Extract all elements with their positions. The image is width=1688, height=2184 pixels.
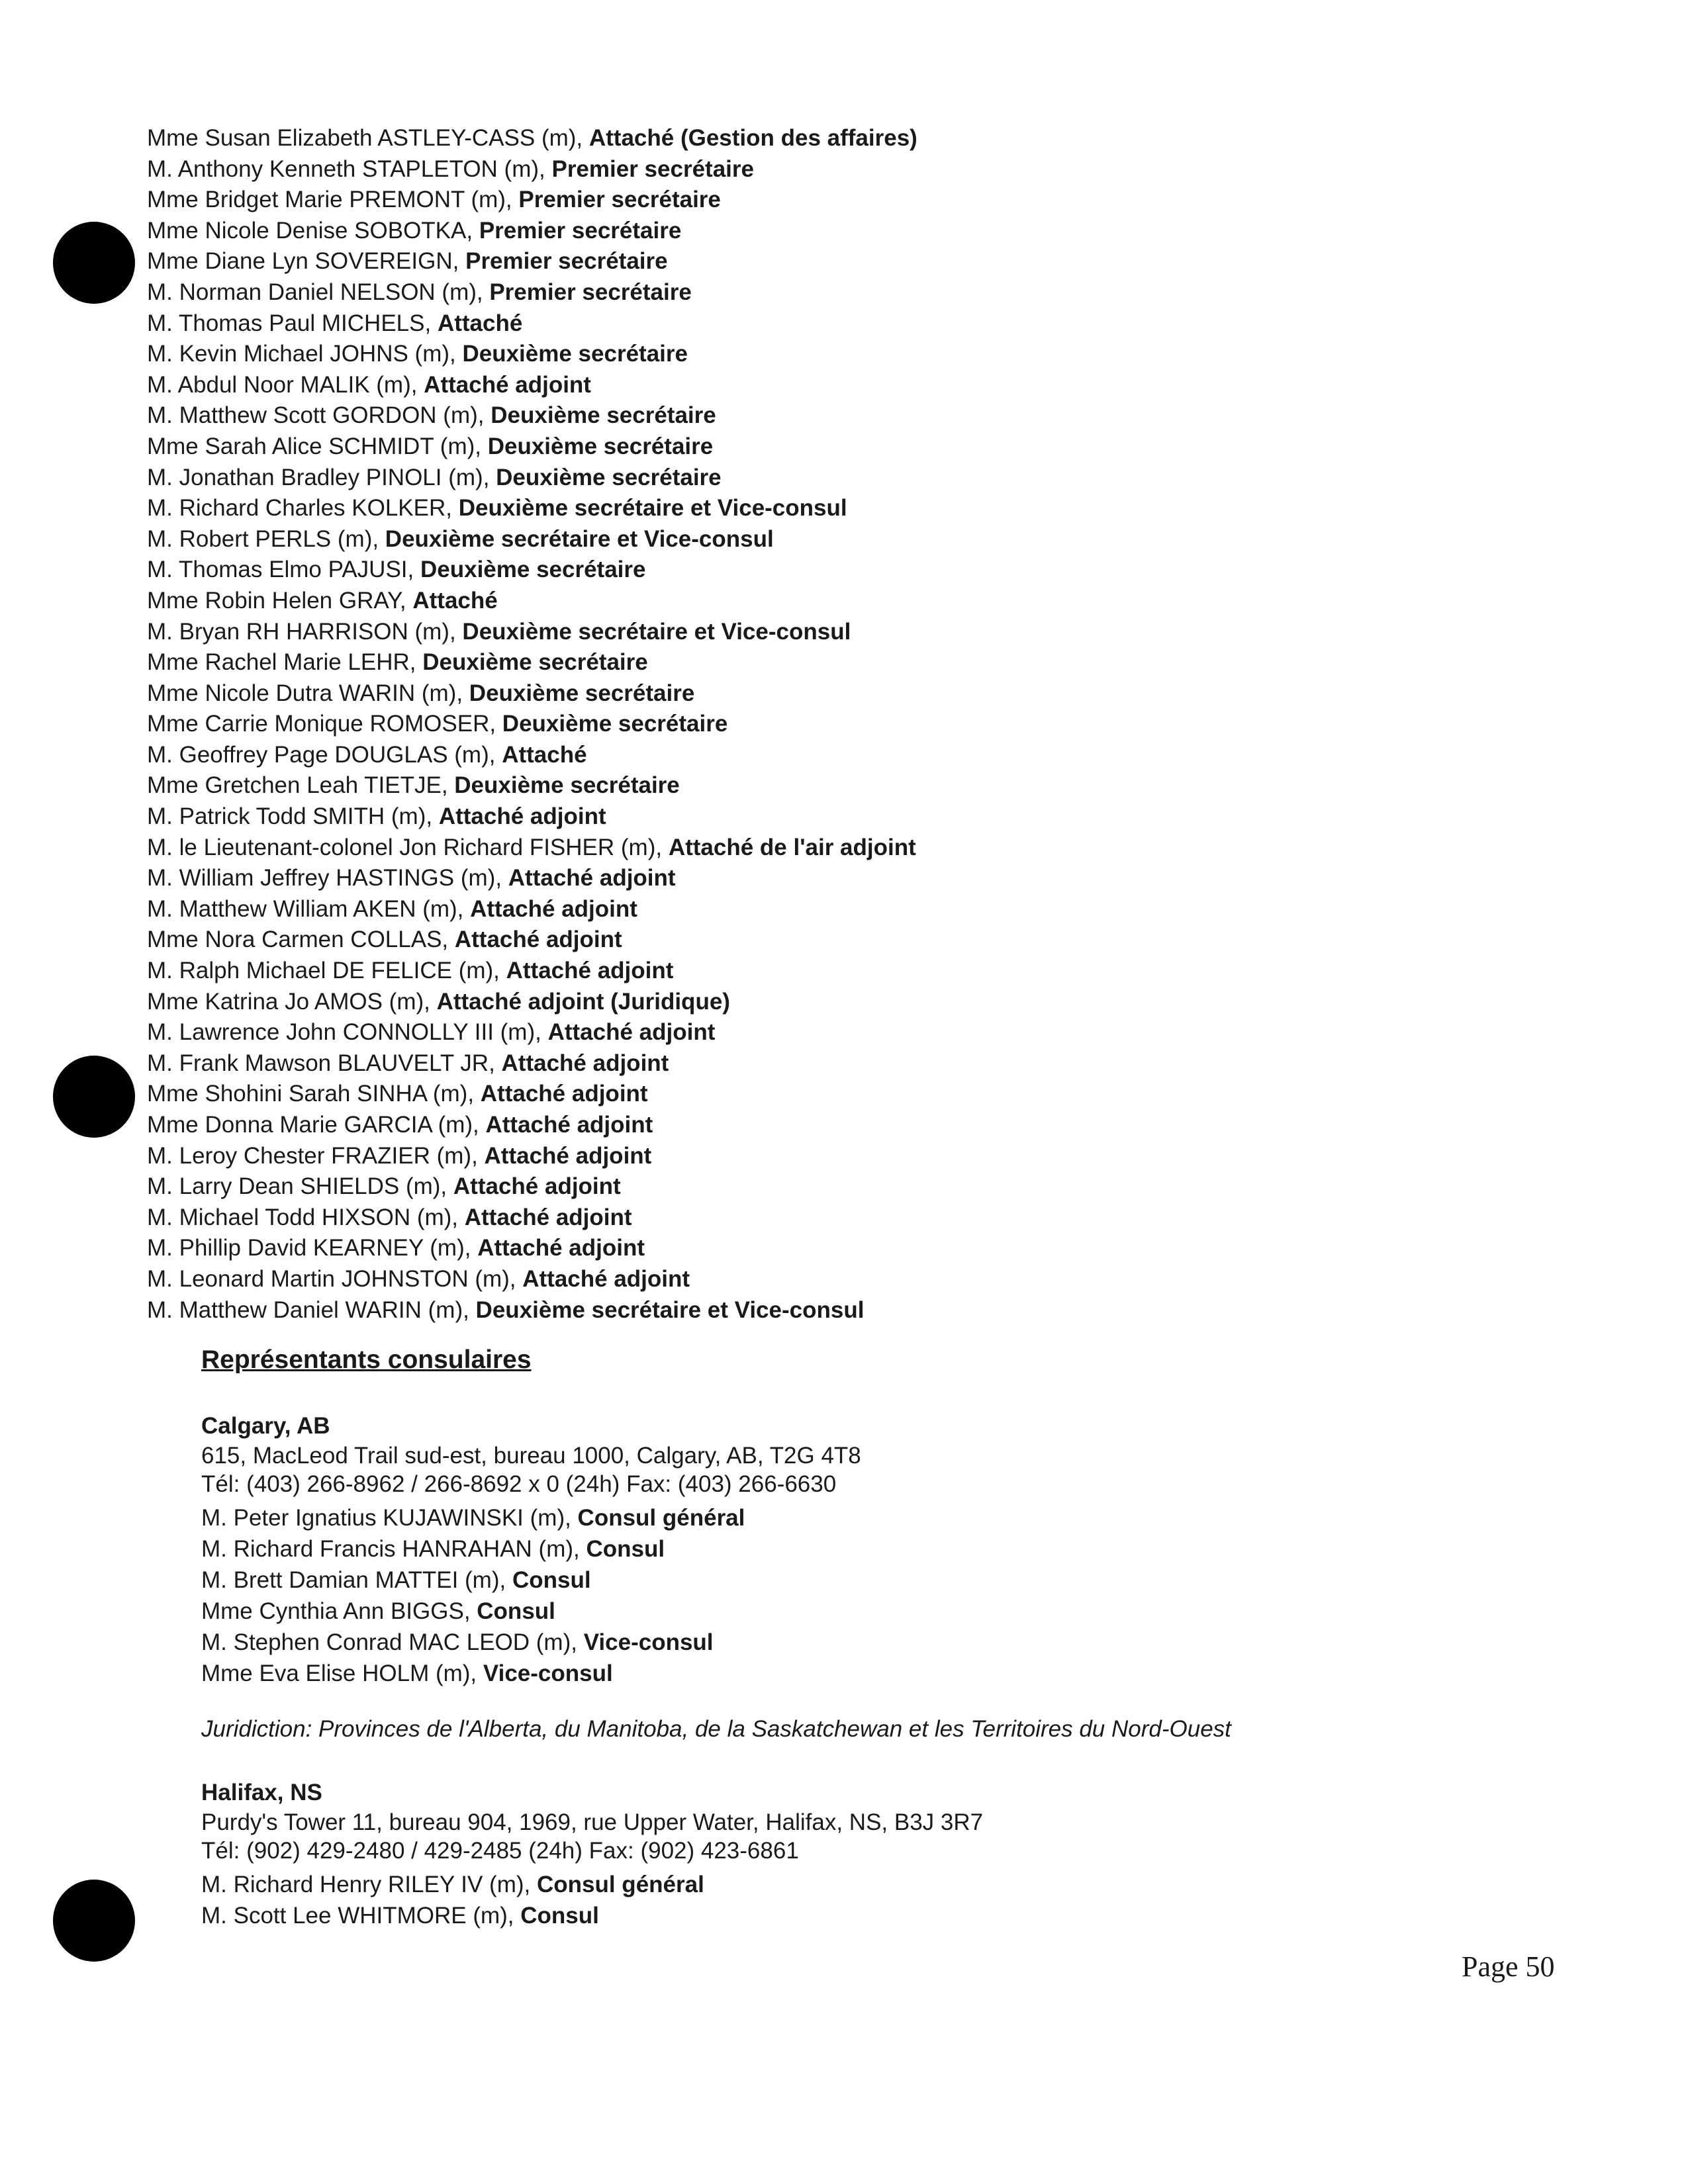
staff-title: Premier secrétaire [479, 217, 682, 244]
staff-title: Attaché adjoint [480, 1081, 648, 1107]
staff-row [147, 246, 1471, 277]
staff-row [147, 370, 1471, 401]
staff-title: Attaché adjoint [508, 865, 676, 891]
staff-row [147, 1079, 1471, 1110]
staff-row [147, 863, 1471, 894]
post-staff-list [201, 1502, 1525, 1689]
staff-title: Deuxième secrétaire et Vice-consul [462, 618, 851, 645]
staff-title: Deuxième secrétaire et Vice-consul [385, 525, 774, 552]
staff-row [147, 987, 1471, 1018]
staff-row [147, 647, 1471, 678]
staff-name: Mme Rachel Marie LEHR, [147, 649, 423, 676]
staff-row [147, 216, 1471, 247]
staff-name: M. Leroy Chester FRAZIER (m), [147, 1142, 485, 1169]
staff-row [147, 586, 1471, 617]
staff-title: Attaché [502, 741, 587, 768]
post-jurisdiction: Juridiction: Provinces de l'Alberta, du Manitoba, de la Saskatchewan et les Territoires du Nord-Ouest [201, 1716, 1231, 1742]
consulate-halifax [201, 1778, 1525, 1931]
staff-name: M. Thomas Paul MICHELS, [147, 310, 438, 336]
staff-name: M. Kevin Michael JOHNS (m), [147, 341, 463, 367]
staff-title: Consul [512, 1567, 591, 1593]
staff-name: M. Richard Henry RILEY IV (m), [201, 1872, 537, 1897]
staff-row [147, 154, 1471, 185]
staff-title: Attaché [412, 587, 498, 614]
staff-row [147, 339, 1471, 370]
staff-name: M. Norman Daniel NELSON (m), [147, 279, 490, 305]
staff-row [147, 400, 1471, 432]
post-staff-list [201, 1869, 1525, 1931]
page-number: Page 50 [1462, 1950, 1555, 1983]
staff-name: Mme Katrina Jo AMOS (m), [147, 988, 437, 1015]
section-heading: Représentants consulaires [201, 1345, 532, 1374]
staff-row [147, 678, 1471, 709]
staff-name: M. Brett Damian MATTEI (m), [201, 1567, 512, 1593]
staff-title: Vice-consul [583, 1629, 714, 1655]
staff-title: Consul général [536, 1872, 704, 1897]
staff-name: M. William Jeffrey HASTINGS (m), [147, 865, 508, 891]
staff-title: Deuxième secrétaire [496, 464, 722, 490]
post-city: Halifax, NS [201, 1780, 322, 1805]
staff-list [147, 123, 1471, 1326]
staff-title: Attaché adjoint [424, 371, 591, 398]
staff-title: Deuxième secrétaire [491, 402, 716, 429]
staff-name: Mme Eva Elise HOLM (m), [201, 1661, 483, 1686]
staff-row [147, 1048, 1471, 1079]
staff-row [147, 1233, 1471, 1264]
staff-title: Premier secrétaire [465, 248, 668, 275]
staff-name: Mme Gretchen Leah TIETJE, [147, 772, 455, 799]
staff-row [201, 1658, 1525, 1689]
staff-name: Mme Nicole Denise SOBOTKA, [147, 217, 479, 244]
staff-title: Premier secrétaire [489, 279, 692, 305]
staff-row [147, 1110, 1471, 1141]
staff-name: Mme Cynthia Ann BIGGS, [201, 1598, 477, 1624]
staff-title: Premier secrétaire [551, 156, 754, 182]
staff-row [147, 1203, 1471, 1234]
staff-title: Attaché adjoint (Juridique) [436, 988, 730, 1015]
staff-row [147, 925, 1471, 956]
staff-row [201, 1627, 1525, 1658]
staff-title: Attaché adjoint [454, 927, 622, 953]
staff-row [147, 1295, 1471, 1326]
staff-title: Deuxième secrétaire [422, 649, 648, 676]
staff-name: Mme Carrie Monique ROMOSER, [147, 711, 502, 737]
staff-row [147, 277, 1471, 308]
post-address: 615, MacLeod Trail sud-est, bureau 1000, Calgary, AB, T2G 4T8 [201, 1443, 861, 1469]
post-phone: Tél: (902) 429-2480 / 429-2485 (24h) Fax: (902) 423-6861 [201, 1838, 799, 1864]
binder-hole [53, 1880, 135, 1962]
staff-name: M. Matthew Daniel WARIN (m), [147, 1297, 476, 1323]
staff-row [147, 463, 1471, 494]
post-phone: Tél: (403) 266-8962 / 266-8692 x 0 (24h) Fax: (403) 266-6630 [201, 1471, 837, 1497]
staff-name: Mme Donna Marie GARCIA (m), [147, 1112, 486, 1138]
staff-title: Vice-consul [483, 1661, 613, 1686]
staff-row [147, 185, 1471, 216]
staff-row [201, 1869, 1525, 1900]
staff-name: M. Matthew Scott GORDON (m), [147, 402, 491, 429]
staff-row [147, 740, 1471, 771]
staff-name: M. Scott Lee WHITMORE (m), [201, 1903, 521, 1929]
staff-name: M. Stephen Conrad MAC LEOD (m), [201, 1629, 584, 1655]
staff-row [201, 1533, 1525, 1565]
staff-row [201, 1900, 1525, 1931]
staff-title: Attaché [437, 310, 523, 336]
staff-row [201, 1565, 1525, 1596]
staff-name: M. Leonard Martin JOHNSTON (m), [147, 1265, 523, 1292]
staff-name: M. Matthew William AKEN (m), [147, 895, 471, 922]
staff-name: M. Patrick Todd SMITH (m), [147, 803, 439, 830]
staff-title: Deuxième secrétaire [502, 711, 728, 737]
staff-name: M. Larry Dean SHIELDS (m), [147, 1173, 453, 1200]
staff-title: Deuxième secrétaire et Vice-consul [458, 495, 847, 522]
consulate-calgary [201, 1411, 1525, 1745]
staff-row [147, 770, 1471, 801]
staff-name: M. Michael Todd HIXSON (m), [147, 1204, 465, 1230]
staff-title: Attaché adjoint [501, 1050, 669, 1076]
staff-title: Premier secrétaire [518, 187, 721, 213]
staff-title: Attaché adjoint [506, 958, 674, 984]
staff-name: M. Bryan RH HARRISON (m), [147, 618, 463, 645]
staff-name: Mme Robin Helen GRAY, [147, 587, 413, 614]
staff-title: Consul général [577, 1505, 745, 1531]
staff-name: Mme Nicole Dutra WARIN (m), [147, 680, 469, 706]
staff-name: M. Robert PERLS (m), [147, 525, 385, 552]
staff-title: Attaché adjoint [438, 803, 606, 830]
staff-name: M. Geoffrey Page DOUGLAS (m), [147, 741, 502, 768]
staff-title: Deuxième secrétaire [469, 680, 695, 706]
post-city: Calgary, AB [201, 1413, 330, 1439]
staff-title: Attaché (Gestion des affaires) [588, 125, 917, 151]
binder-hole [53, 1056, 135, 1138]
staff-name: M. Abdul Noor MALIK (m), [147, 371, 424, 398]
staff-name: M. Ralph Michael DE FELICE (m), [147, 958, 506, 984]
staff-name: M. Jonathan Bradley PINOLI (m), [147, 464, 496, 490]
staff-name: M. Lawrence John CONNOLLY III (m), [147, 1019, 548, 1046]
staff-title: Deuxième secrétaire et Vice-consul [475, 1297, 865, 1323]
staff-row [201, 1596, 1525, 1627]
binder-hole [53, 222, 135, 304]
staff-name: M. Anthony Kenneth STAPLETON (m), [147, 156, 552, 182]
staff-name: Mme Nora Carmen COLLAS, [147, 927, 455, 953]
staff-name: Mme Shohini Sarah SINHA (m), [147, 1081, 481, 1107]
staff-name: M. Richard Francis HANRAHAN (m), [201, 1536, 586, 1562]
staff-row [147, 801, 1471, 833]
staff-title: Consul [520, 1903, 599, 1929]
staff-title: Attaché adjoint [464, 1204, 632, 1230]
staff-row [147, 493, 1471, 524]
post-address: Purdy's Tower 11, bureau 904, 1969, rue Upper Water, Halifax, NS, B3J 3R7 [201, 1809, 984, 1835]
staff-row [147, 894, 1471, 925]
staff-name: Mme Sarah Alice SCHMIDT (m), [147, 433, 488, 459]
staff-title: Attaché adjoint [547, 1019, 716, 1046]
staff-title: Deuxième secrétaire [462, 341, 688, 367]
staff-name: M. Phillip David KEARNEY (m), [147, 1235, 478, 1261]
staff-title: Attaché adjoint [470, 895, 637, 922]
staff-row [147, 617, 1471, 648]
staff-name: M. Thomas Elmo PAJUSI, [147, 557, 420, 583]
staff-row [147, 555, 1471, 586]
staff-row [147, 956, 1471, 987]
staff-name: M. Peter Ignatius KUJAWINSKI (m), [201, 1505, 578, 1531]
staff-title: Attaché adjoint [453, 1173, 621, 1200]
staff-title: Attaché adjoint [485, 1112, 653, 1138]
staff-title: Attaché de l'air adjoint [668, 834, 916, 860]
staff-row [147, 833, 1471, 864]
staff-row [147, 432, 1471, 463]
staff-name: M. Richard Charles KOLKER, [147, 495, 459, 522]
staff-name: M. le Lieutenant-colonel Jon Richard FISHER (m), [147, 834, 669, 860]
staff-title: Consul [477, 1598, 555, 1624]
staff-row [147, 1264, 1471, 1295]
staff-row [201, 1502, 1525, 1533]
staff-row [147, 1017, 1471, 1048]
staff-name: M. Frank Mawson BLAUVELT JR, [147, 1050, 502, 1076]
staff-title: Attaché adjoint [477, 1235, 645, 1261]
staff-row [147, 308, 1471, 340]
staff-title: Attaché adjoint [484, 1142, 652, 1169]
staff-name: Mme Bridget Marie PREMONT (m), [147, 187, 519, 213]
staff-title: Attaché adjoint [522, 1265, 690, 1292]
staff-name: Mme Susan Elizabeth ASTLEY-CASS (m), [147, 125, 589, 151]
staff-title: Deuxième secrétaire [420, 557, 646, 583]
staff-row [147, 524, 1471, 555]
staff-name: Mme Diane Lyn SOVEREIGN, [147, 248, 466, 275]
staff-title: Consul [586, 1536, 665, 1562]
staff-title: Deuxième secrétaire [454, 772, 680, 799]
staff-row [147, 1141, 1471, 1172]
staff-row [147, 1171, 1471, 1203]
staff-row [147, 123, 1471, 154]
staff-row [147, 709, 1471, 740]
staff-title: Deuxième secrétaire [487, 433, 714, 459]
